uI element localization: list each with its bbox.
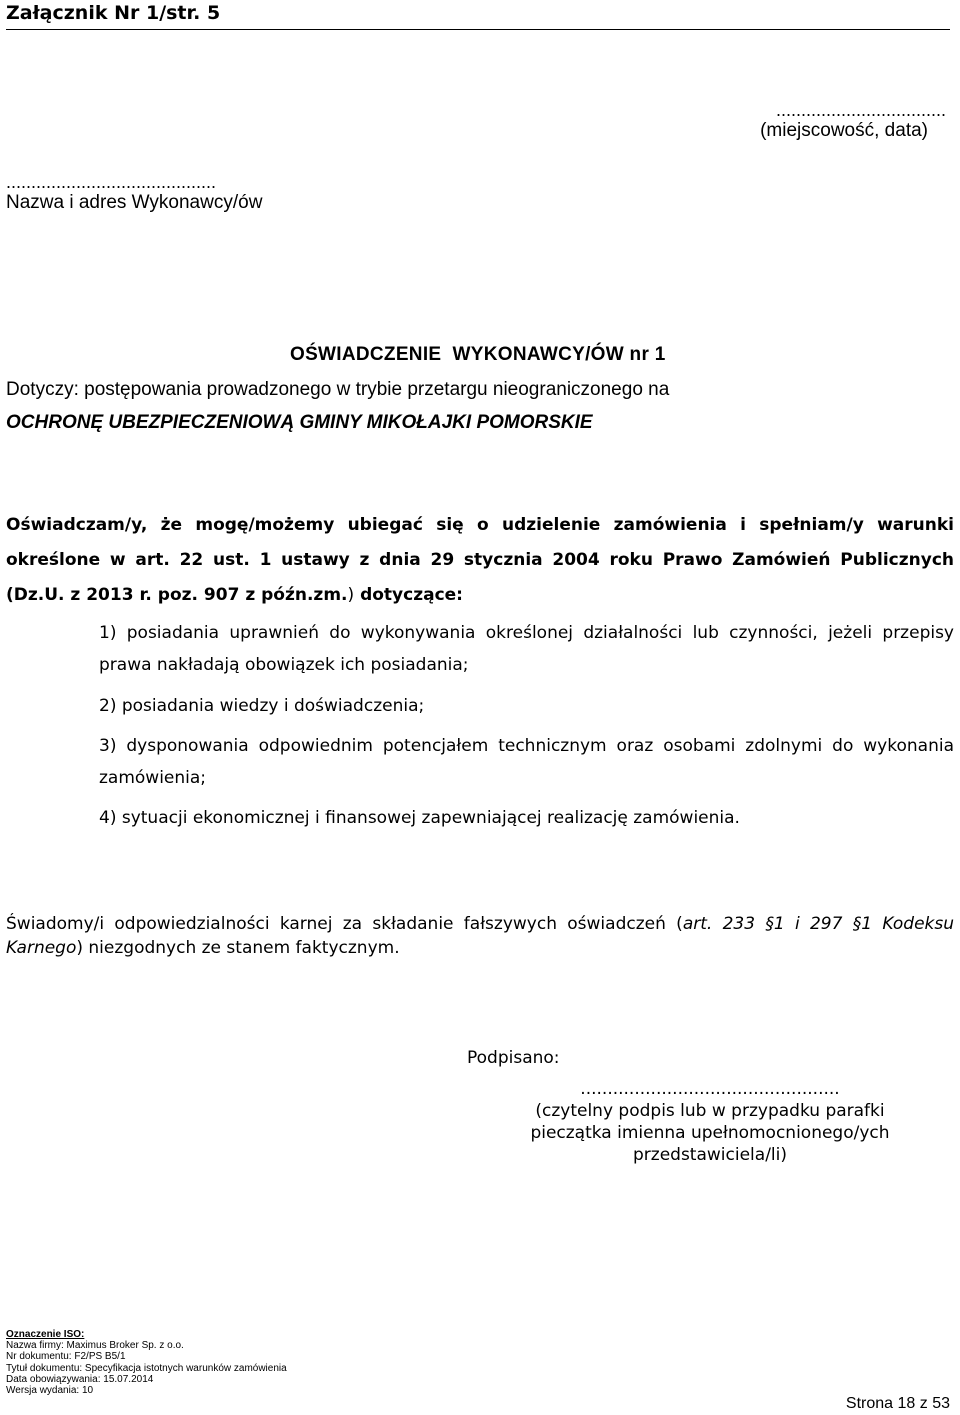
awareness-before: Świadomy/i odpowiedzialności karnej za składanie fałszywych oświadczeń ( — [6, 914, 683, 934]
signature-note-line-1: (czytelny podpis lub w przypadku parafki — [535, 1101, 885, 1121]
declaration-subject: OCHRONĘ UBEZPIECZENIOWĄ GMINY MIKOŁAJKI POMORSKIE — [6, 412, 593, 433]
signature-block — [500, 1078, 920, 1166]
header-divider — [6, 29, 950, 30]
footer-doc-number: Nr dokumentu: F2/PS B5/1 — [6, 1351, 126, 1363]
signature-note-line-3: przedstawiciela/li) — [633, 1145, 787, 1165]
statement-tail: dotyczące: — [354, 585, 463, 605]
awareness-citation: art. 233 §1 i 297 §1 Kodeksu Karnego — [6, 914, 955, 958]
condition-item-2: 2) posiadania wiedzy i doświadczenia; — [99, 696, 425, 716]
iso-footer — [6, 1329, 287, 1396]
footer-version: Wersja wydania: 10 — [6, 1385, 94, 1397]
signature-note-line-2: pieczątka imienna upełnomocnionego/ych — [530, 1123, 890, 1143]
awareness-after: ) niezgodnych ze stanem faktycznym. — [76, 938, 400, 958]
page-header-title: Załącznik Nr 1/str. 5 — [6, 2, 221, 24]
condition-item-1: 1) posiadania uprawnień do wykonywania określonej działalności lub czynności, jeżeli przepisy prawa nakładają obowiązek ich posiadania; — [99, 623, 954, 675]
declaration-concerns: Dotyczy: postępowania prowadzonego w trybie przetargu nieograniczonego na — [6, 379, 670, 400]
iso-label: Oznaczenie ISO: — [6, 1329, 85, 1340]
footer-doc-title: Tytuł dokumentu: Specyfikacja istotnych warunków zamówienia — [6, 1362, 287, 1374]
declaration-title: OŚWIADCZENIE WYKONAWCY/ÓW nr 1 — [290, 344, 666, 365]
signed-label: Podpisano: — [467, 1048, 560, 1068]
statement-paragraph — [6, 508, 954, 613]
condition-item-3: 3) dysponowania odpowiednim potencjałem technicznym oraz osobami zdolnymi do wykonania zamówienia; — [99, 736, 954, 788]
statement-closing-paren: ) — [347, 585, 355, 605]
footer-company: Nazwa firmy: Maximus Broker Sp. z o.o. — [6, 1340, 184, 1352]
page-number: Strona 18 z 53 — [845, 1395, 950, 1412]
awareness-paragraph — [6, 912, 954, 960]
statement-bold-text: Oświadczam/y, że mogę/możemy ubiegać się o udzielenie zamówienia i spełniam/y warunki określone w art. 22 ust. 1 ustawy z dnia 29 stycznia 2004 roku Prawo Zamówień Publicznych (Dz.U. z 2013 r. poz. 907 z późn.zm. — [6, 515, 954, 605]
footer-valid-date: Data obowiązywania: 15.07.2014 — [6, 1373, 154, 1385]
contractor-label: Nazwa i adres Wykonawcy/ów — [6, 192, 263, 213]
place-date-label: (miejscowość, data) — [760, 120, 928, 141]
place-date-dots: .................................. — [775, 100, 946, 120]
contractor-dots: .......................................... — [6, 172, 217, 192]
condition-item-4: 4) sytuacji ekonomicznej i finansowej zapewniającej realizację zamówienia. — [99, 808, 740, 828]
signature-dots: ................................................ — [580, 1079, 840, 1099]
